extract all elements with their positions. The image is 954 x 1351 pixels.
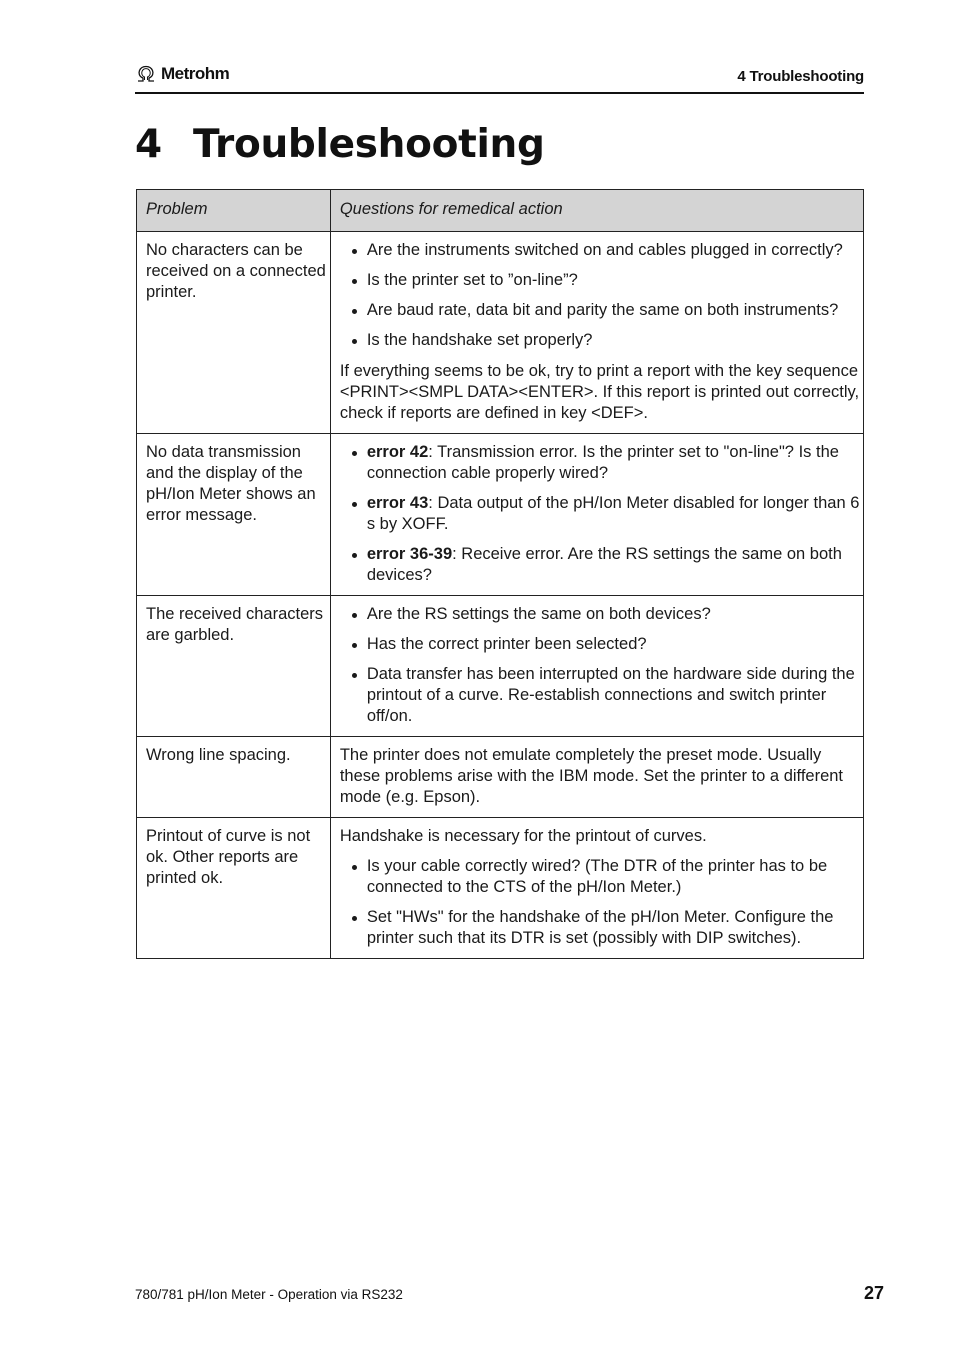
remedy-cell bbox=[330, 818, 863, 959]
table-row bbox=[137, 232, 864, 434]
list-item: Are baud rate, data bit and parity the same on both instruments? bbox=[340, 300, 863, 321]
error-list bbox=[340, 442, 863, 586]
page-header bbox=[135, 62, 864, 94]
troubleshooting-table bbox=[136, 189, 864, 959]
remedy-text: The printer does not emulate completely the preset mode. Usually these problems arise with the IBM mode. Set the printer to a different mode (e.g. Epson). bbox=[339, 746, 844, 806]
list-item: Is the printer set to ”on-line”? bbox=[340, 270, 863, 291]
list-item: Data transfer has been interrupted on the hardware side during the printout of a curve. Re-establish connections and switch printer off/on. bbox=[340, 664, 863, 727]
header-section-title: 4 Troubleshooting bbox=[737, 68, 864, 85]
list-item bbox=[340, 493, 863, 535]
brand-logo bbox=[135, 64, 229, 84]
list-item: Has the correct printer been selected? bbox=[340, 634, 863, 655]
remedy-cell bbox=[330, 434, 863, 596]
problem-cell: Printout of curve is not ok. Other reports are printed ok. bbox=[137, 818, 331, 959]
list-item: Are the RS settings the same on both devices? bbox=[340, 604, 863, 625]
footer-document-title: 780/781 pH/Ion Meter - Operation via RS232 bbox=[135, 1287, 403, 1302]
problem-cell: Wrong line spacing. bbox=[137, 737, 331, 818]
table-row bbox=[137, 737, 864, 818]
remedy-list bbox=[340, 604, 863, 727]
omega-logo-icon bbox=[135, 65, 157, 83]
page-title bbox=[135, 122, 545, 167]
list-item bbox=[340, 544, 863, 586]
error-code: error 36-39 bbox=[366, 545, 453, 563]
remedy-intro: Handshake is necessary for the printout of curves. bbox=[339, 827, 707, 845]
list-item: Are the instruments switched on and cables plugged in correctly? bbox=[340, 240, 863, 261]
list-item: Is your cable correctly wired? (The DTR of the printer has to be connected to the CTS of the pH/Ion Meter.) bbox=[340, 856, 863, 898]
remedy-cell bbox=[330, 737, 863, 818]
list-item: Set "HWs" for the handshake of the pH/Ion Meter. Configure the printer such that its DTR is set (possibly with DIP switches). bbox=[340, 907, 863, 949]
error-code: error 42 bbox=[366, 443, 429, 461]
remedy-list bbox=[340, 240, 863, 351]
error-description: : Data output of the pH/Ion Meter disabled for longer than 6 s by XOFF. bbox=[366, 494, 860, 533]
table-row bbox=[137, 596, 864, 737]
remedy-note: If everything seems to be ok, try to print a report with the key sequence <PRINT><SMPL DATA><ENTER>. If this report is printed out correctly, check if reports are defined in key <DEF>. bbox=[339, 362, 860, 422]
error-code: error 43 bbox=[366, 494, 429, 512]
remedy-list bbox=[340, 856, 863, 949]
remedy-cell bbox=[330, 596, 863, 737]
problem-cell: The received characters are garbled. bbox=[137, 596, 331, 737]
problem-cell: No characters can be received on a connected printer. bbox=[137, 232, 331, 434]
error-description: : Receive error. Are the RS settings the same on both devices? bbox=[366, 545, 842, 584]
list-item: Is the handshake set properly? bbox=[340, 330, 863, 351]
brand-name: Metrohm bbox=[161, 64, 230, 83]
remedy-cell bbox=[330, 232, 863, 434]
table-row bbox=[137, 434, 864, 596]
problem-cell: No data transmission and the display of the pH/Ion Meter shows an error message. bbox=[137, 434, 331, 596]
chapter-title: Troubleshooting bbox=[193, 122, 545, 167]
list-item bbox=[340, 442, 863, 484]
page-number: 27 bbox=[863, 1283, 884, 1303]
column-header-problem: Problem bbox=[137, 190, 331, 232]
chapter-number: 4 bbox=[135, 122, 162, 167]
column-header-remedy: Questions for remedical action bbox=[330, 190, 863, 232]
error-description: : Transmission error. Is the printer set to "on-line"? Is the connection cable properly wired? bbox=[366, 443, 839, 482]
table-row bbox=[137, 818, 864, 959]
table-header-row bbox=[137, 190, 864, 232]
